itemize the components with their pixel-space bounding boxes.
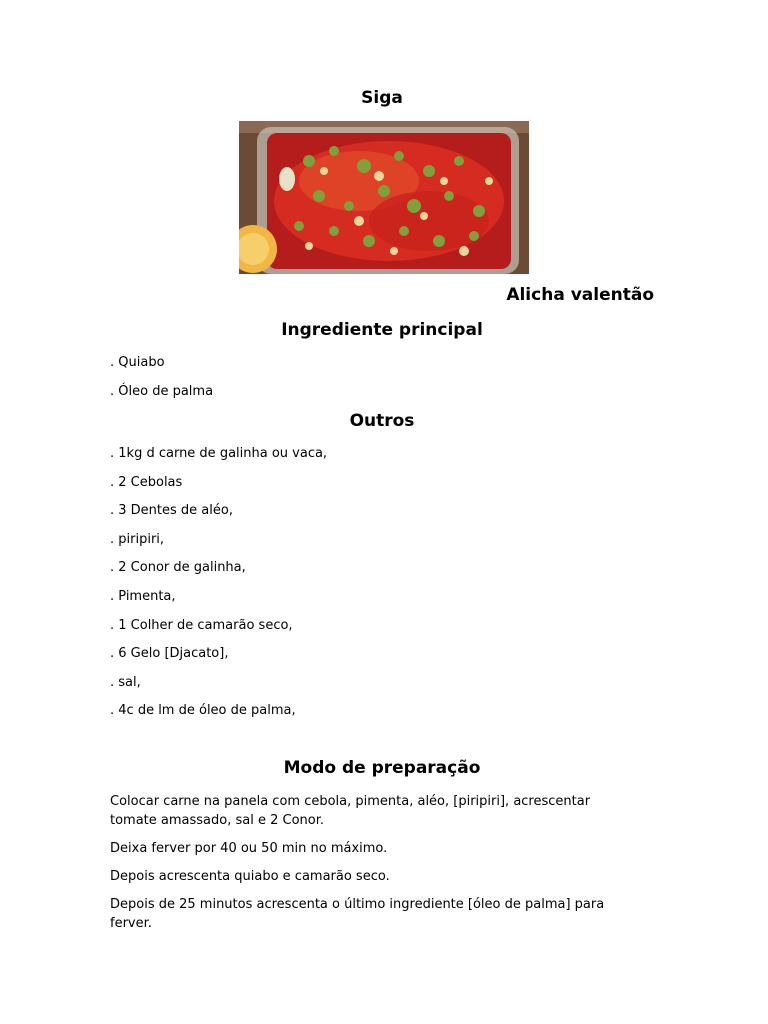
list-item: . 1kg d carne de galinha ou vaca, (110, 446, 328, 461)
list-item: . 2 Cebolas (110, 474, 183, 490)
recipe-author: Alicha valentão (506, 285, 654, 305)
dish-photo (239, 121, 529, 274)
document-page (110, 0, 654, 1024)
other-ingredients-heading: Outros (349, 411, 415, 431)
method-step: Colocar carne na panela com cebola, pimenta, aléo, [piripiri], acrescentar tomate amassado, sal e 2 Conor. (110, 794, 591, 828)
list-item: . 3 Dentes de aléo, (110, 503, 233, 519)
list-item: . Óleo de palma (110, 383, 214, 399)
other-ingredients-list (110, 446, 654, 732)
method-step: Depois acrescenta quiabo e camarão seco. (110, 869, 390, 884)
list-item: . piripiri, (110, 531, 165, 547)
list-item: . 2 Conor de galinha, (110, 560, 246, 576)
method-step: Deixa ferver por 40 ou 50 min no máximo. (110, 841, 388, 856)
main-ingredient-list (110, 355, 654, 412)
method-heading: Modo de preparação (283, 758, 481, 778)
method-step: Depois de 25 minutos acrescenta o último ingrediente [óleo de palma] para ferver. (110, 897, 605, 931)
list-item: . sal, (110, 674, 141, 690)
list-item: . Pimenta, (110, 588, 176, 604)
main-ingredient-heading: Ingrediente principal (281, 320, 483, 340)
recipe-title: Siga (361, 88, 403, 108)
method-steps (110, 792, 640, 942)
list-item: . 1 Colher de camarão seco, (110, 617, 293, 633)
list-item: . Quiabo (110, 355, 165, 370)
list-item: . 6 Gelo [Djacato], (110, 646, 229, 662)
dish-photo-illustration (239, 121, 529, 274)
list-item: . 4c de lm de óleo de palma, (110, 703, 296, 719)
